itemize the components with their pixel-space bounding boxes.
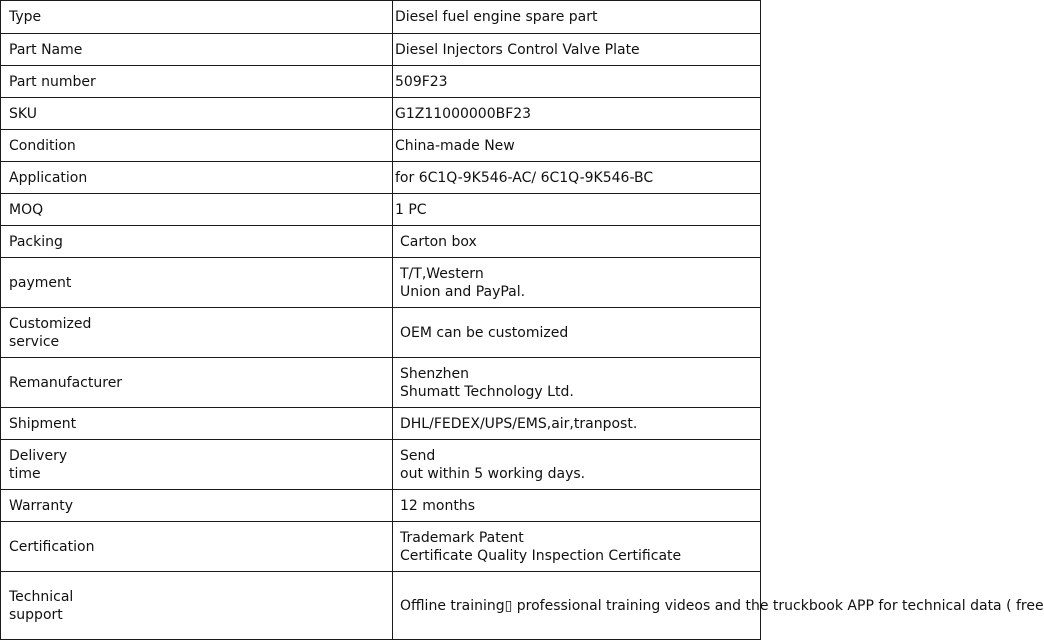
table-row	[1, 98, 761, 130]
table-row	[1, 34, 761, 66]
row-value: DHL/FEDEX/UPS/EMS,air,tranpost.	[393, 408, 761, 440]
row-value: Shenzhen Shumatt Technology Ltd.	[393, 358, 761, 408]
row-label: Packing	[1, 226, 393, 258]
table-row	[1, 522, 761, 572]
row-value: Trademark Patent Certificate Quality Inspection Certificate	[393, 522, 761, 572]
row-value: China-made New	[393, 130, 761, 162]
table-row	[1, 408, 761, 440]
row-label: Part Name	[1, 34, 393, 66]
table-row	[1, 490, 761, 522]
row-value: Diesel fuel engine spare part	[393, 1, 761, 34]
table-row	[1, 258, 761, 308]
row-label: SKU	[1, 98, 393, 130]
row-label: Part number	[1, 66, 393, 98]
row-label: Warranty	[1, 490, 393, 522]
table-row	[1, 162, 761, 194]
row-value: Offline training▯ professional training videos and the truckbook APP for technical data ( free	[393, 572, 761, 640]
row-value: 12 months	[393, 490, 761, 522]
row-label: Type	[1, 1, 393, 34]
row-label: MOQ	[1, 194, 393, 226]
row-value: T/T,Western Union and PayPal.	[393, 258, 761, 308]
table-row	[1, 194, 761, 226]
row-value: 1 PC	[393, 194, 761, 226]
row-label: Technical support	[1, 572, 393, 640]
table-row	[1, 1, 761, 34]
row-value: Send out within 5 working days.	[393, 440, 761, 490]
row-label: payment	[1, 258, 393, 308]
row-label: Shipment	[1, 408, 393, 440]
table-row	[1, 358, 761, 408]
row-label: Application	[1, 162, 393, 194]
row-value: 509F23	[393, 66, 761, 98]
table-row	[1, 66, 761, 98]
row-label: Customized service	[1, 308, 393, 358]
table-row	[1, 440, 761, 490]
table-row	[1, 226, 761, 258]
table-row	[1, 130, 761, 162]
row-label: Delivery time	[1, 440, 393, 490]
row-value: G1Z11000000BF23	[393, 98, 761, 130]
row-label: Certification	[1, 522, 393, 572]
row-label: Condition	[1, 130, 393, 162]
row-value: OEM can be customized	[393, 308, 761, 358]
row-label: Remanufacturer	[1, 358, 393, 408]
row-value: for 6C1Q-9K546-AC/ 6C1Q-9K546-BC	[393, 162, 761, 194]
table-row	[1, 572, 761, 640]
row-value: Carton box	[393, 226, 761, 258]
row-value: Diesel Injectors Control Valve Plate	[393, 34, 761, 66]
table-row	[1, 308, 761, 358]
